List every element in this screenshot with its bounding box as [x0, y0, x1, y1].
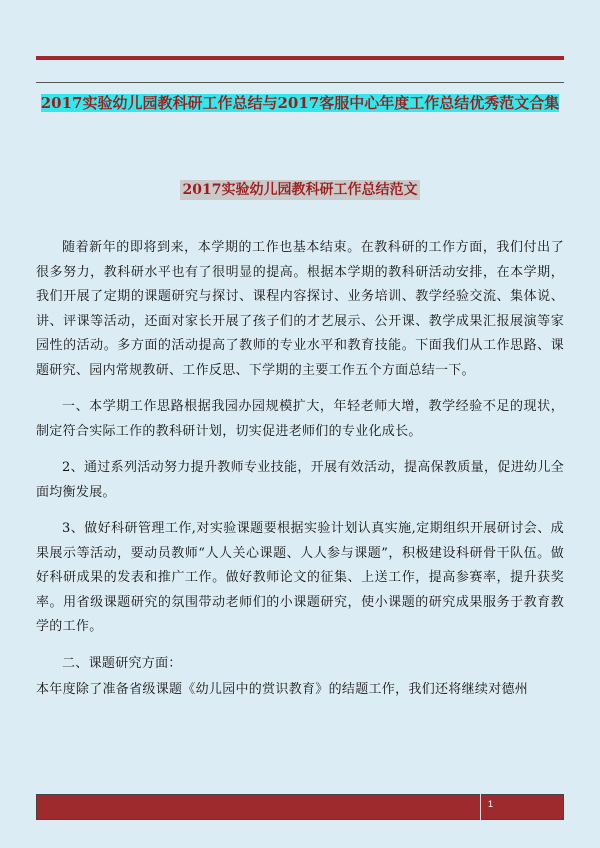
paragraph-point-3: 3、做好科研管理工作,对实验课题要根据实验计划认真实施,定期组织开展研讨会、成果展示等活动，要动员教师“人人关心课题、人人参与课题”，积极建设科研骨干队伍。做好科研成果的发表和推广工作。做好教师论文的征集、上送工作，提高参赛率，提升获奖率。用省级课题研究的氛围带动老师们的小课题研究，使小课题的研究成果服务于教育教学的工作。 — [36, 521, 564, 634]
header-rule-thick — [36, 56, 564, 60]
document-title — [36, 92, 564, 114]
document-title-text: 2017实验幼儿园教科研工作总结与2017客服中心年度工作总结优秀范文合集 — [40, 94, 560, 112]
paragraph-intro: 随着新年的即将到来，本学期的工作也基本结束。在教科研的工作方面，我们付出了很多努力，教科研水平也有了很明显的提高。根据本学期的教科研活动安排，在本学期，我们开展了定期的课题研究与探讨、课程内容探讨、业务培训、教学经验交流、集体说、讲、评课等活动，还面对家长开展了孩子们的才艺展示、公开课、教学成果汇报展演等家园性的活动。多方面的活动提高了教师的专业水平和教育技能。下面我们从工作思路、课题研究、园内常规教研、工作反思、下学期的主要工作五个方面总结一下。 — [36, 240, 564, 378]
paragraph-section-heading: 二、课题研究方面： — [62, 655, 182, 671]
page-number: 1 — [488, 799, 494, 809]
document-body — [36, 236, 564, 715]
paragraph-point-2: 2、通过系列活动努力提升教师专业技能，开展有效活动，提高保教质量，促进幼儿全面均衡发展。 — [36, 460, 564, 500]
section-title — [36, 180, 564, 200]
paragraph-research: 本年度除了准备省级课题《幼儿园中的赏识教育》的结题工作，我们还将继续对德州 — [36, 682, 529, 697]
header-rule-thin — [36, 82, 564, 83]
section-title-text: 2017实验幼儿园教科研工作总结范文 — [180, 180, 421, 200]
paragraph-point-1: 一、本学期工作思路根据我园办园规模扩大，年轻老师大增，教学经验不足的现状，制定符合实际工作的教科研计划，切实促进老师们的专业化成长。 — [36, 399, 564, 439]
footer-divider — [480, 794, 481, 820]
footer-bar — [36, 794, 564, 820]
